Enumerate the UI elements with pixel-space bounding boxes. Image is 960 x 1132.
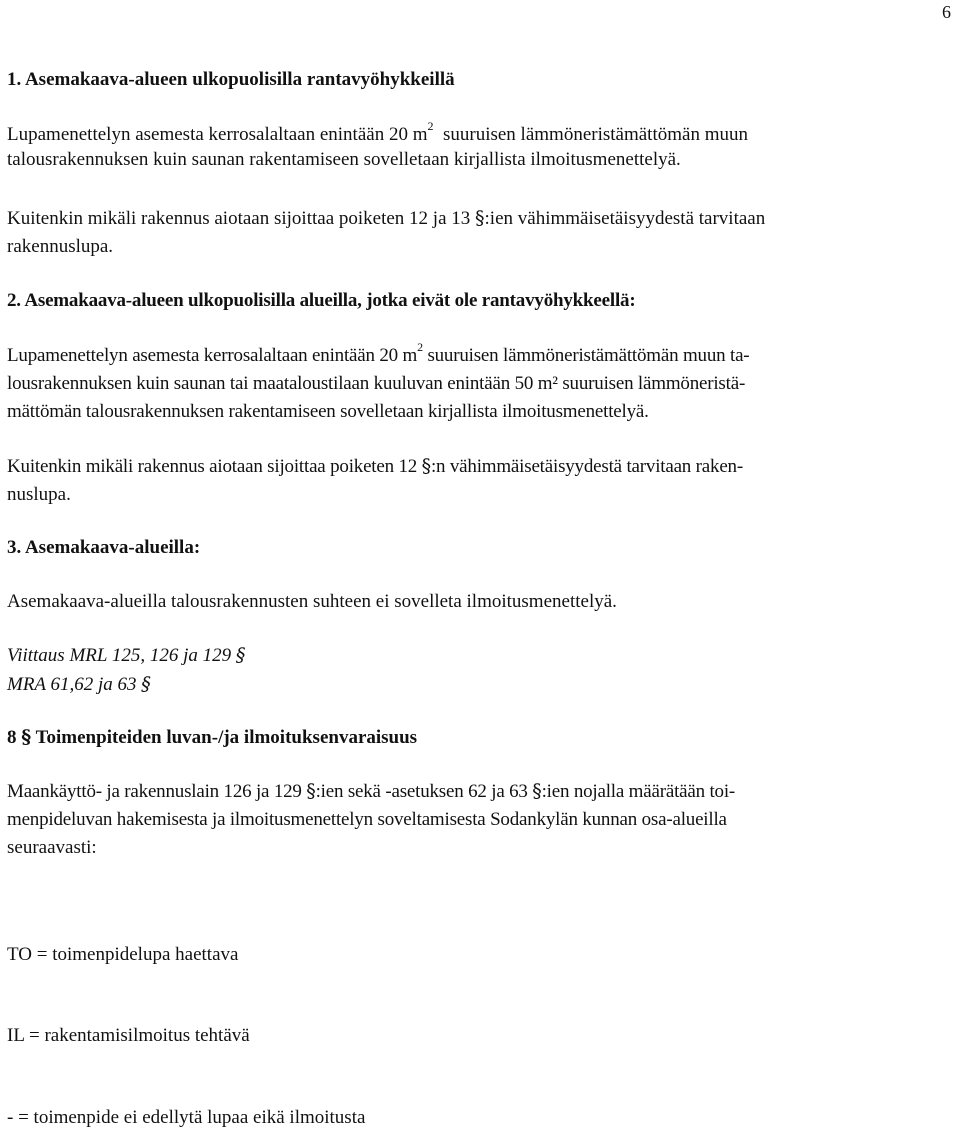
text: menpideluvan hakemisesta ja ilmoitusmenettelyn soveltamisesta Sodankylän kunnan osa-alueilla [7, 809, 727, 830]
section-sign: § [421, 455, 431, 477]
text: suuruisen lämmöneristämättömän muun [433, 124, 748, 145]
section-sign: § [21, 726, 32, 748]
text: suuruisen lämmöneristämättömän muun ta- [422, 345, 750, 366]
section-3-paragraph [7, 588, 617, 616]
section-sign: § [532, 780, 542, 802]
section-8-paragraph [7, 777, 735, 862]
section-1 [7, 66, 455, 94]
section-2-paragraph-2 [7, 452, 743, 509]
text: Lupamenettelyn asemesta kerrosalaltaan enintään 20 m [7, 345, 418, 366]
references [7, 641, 245, 699]
superscript: 2 [427, 118, 434, 133]
text: Lupamenettelyn asemesta kerrosalaltaan enintään 20 m [7, 124, 428, 145]
text: - = toimenpide ei edellytä lupaa eikä ilmoitusta [7, 1107, 366, 1128]
section-sign: § [141, 673, 151, 695]
text: :ien vähimmäisetäisyydestä tarvitaan [484, 208, 766, 229]
text: Asemakaava-alueilla talousrakennusten suhteen ei sovelleta ilmoitusmenettelyä. [7, 591, 617, 612]
section-3 [7, 534, 200, 562]
section-sign: § [235, 644, 246, 666]
text: :ien sekä -asetuksen 62 ja 63 [315, 781, 533, 802]
section-sign: § [475, 207, 485, 229]
section-3-heading: 3. Asemakaava-alueilla: [7, 537, 201, 558]
section-1-heading: 1. Asemakaava-alueen ulkopuolisilla rantavyöhykkeillä [7, 69, 455, 90]
text: Kuitenkin mikäli rakennus aiotaan sijoittaa poiketen 12 ja 13 [7, 208, 476, 229]
section-2 [7, 287, 635, 315]
text: IL = rakentamisilmoitus tehtävä [7, 1025, 250, 1046]
text: talousrakennuksen kuin saunan rakentamiseen sovelletaan kirjallista ilmoitusmenettelyä. [7, 149, 681, 170]
text: :ien nojalla määrätään toi- [541, 781, 736, 802]
legend-to [7, 941, 238, 969]
superscript: 2 [417, 339, 423, 354]
section-2-paragraph-1 [7, 339, 750, 426]
section-8-heading: Toimenpiteiden luvan-/ja ilmoituksenvaraisuus [31, 727, 418, 748]
text: :n vähimmäisetäisyydestä tarvitaan raken- [430, 456, 743, 477]
section-8-number: 8 [7, 727, 22, 748]
section-2-heading: 2. Asemakaava-alueen ulkopuolisilla alueilla, jotka eivät ole rantavyöhykkeellä: [7, 290, 636, 311]
section-1-paragraph-2 [7, 204, 765, 261]
text: Viittaus MRL 125, 126 ja 129 [7, 645, 236, 666]
text: mättömän talousrakennuksen rakentamiseen sovelletaan kirjallista ilmoitusmenettelyä. [7, 401, 649, 422]
text: nuslupa. [7, 484, 71, 505]
text: Kuitenkin mikäli rakennus aiotaan sijoittaa poiketen 12 [7, 456, 422, 477]
page-number: 6 [942, 2, 951, 22]
section-8 [7, 723, 417, 752]
text: Maankäyttö- ja rakennuslain 126 ja 129 [7, 781, 307, 802]
legend-dash [7, 1104, 365, 1132]
text: TO = toimenpidelupa haettava [7, 944, 239, 965]
text: seuraavasti: [7, 837, 97, 858]
legend-il [7, 1022, 250, 1050]
section-1-paragraph-1 [7, 118, 748, 174]
text: rakennuslupa. [7, 236, 114, 257]
text: lousrakennuksen kuin saunan tai maataloustilaan kuuluvan enintään 50 m² suuruisen lämmöneristä- [7, 373, 746, 394]
text: MRA 61,62 ja 63 [7, 674, 142, 695]
section-sign: § [306, 780, 316, 802]
